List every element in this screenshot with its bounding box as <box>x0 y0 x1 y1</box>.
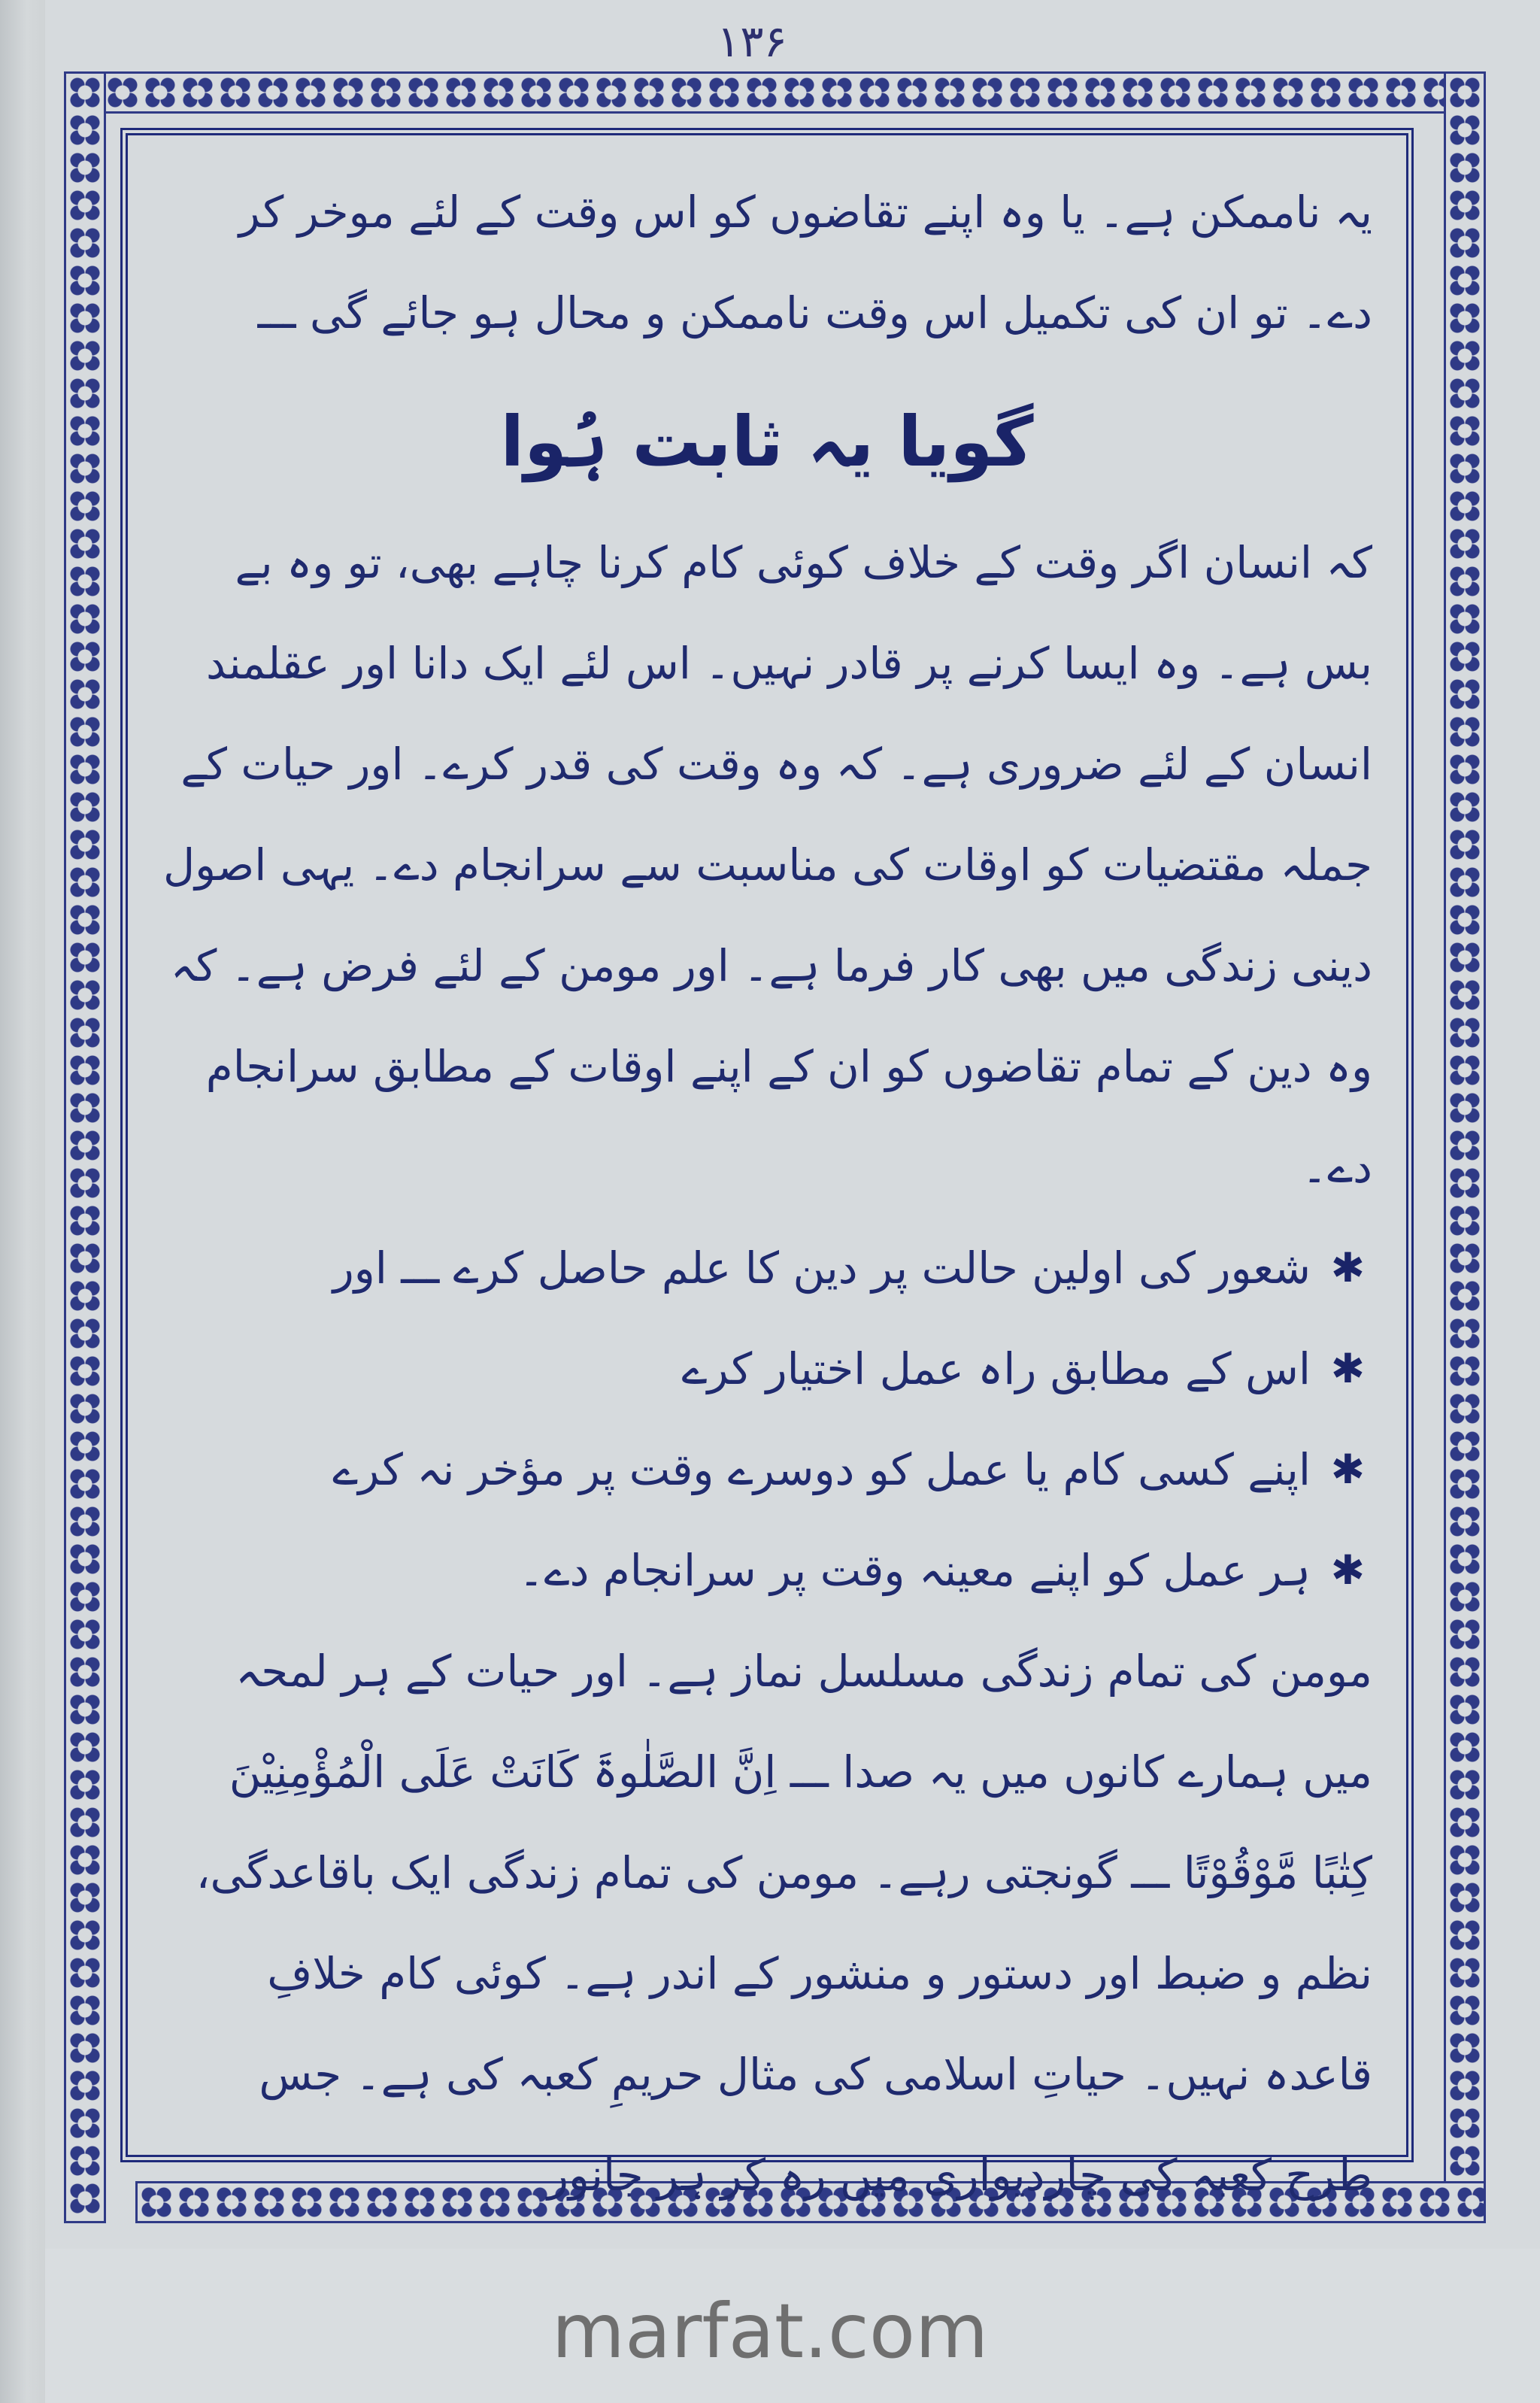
asterisk-icon: ✱ <box>1330 1345 1365 1392</box>
bullet-text: ہر عمل کو اپنے معینہ وقت پر سرانجام دے۔ <box>518 1545 1311 1596</box>
list-item <box>162 1419 1365 1520</box>
decorative-border-top <box>64 71 1475 114</box>
bullet-text: اس کے مطابق راہ عمل اختیار کرے <box>681 1343 1311 1394</box>
list-item <box>162 1218 1365 1318</box>
page-number: ۱۳۶ <box>717 16 787 67</box>
asterisk-icon: ✱ <box>1330 1546 1365 1594</box>
page-body <box>162 162 1372 2201</box>
book-spine-edge <box>0 0 45 2403</box>
watermark: marfat.com <box>551 2287 989 2375</box>
paragraph-closing: مومن کی تمام زندگی مسلسل نماز ہے۔ اور حیات کے ہر لمحہ میں ہمارے کانوں میں یہ صدا ـــ اِنَّ الصَّلٰوۃَ کَانَتْ عَلَی الْمُؤْمِنِیْنَ کِتٰبًا مَّوْقُوْتًا ـــ گونجتی رہے۔ مومن کی تمام زندگی ایک باقاعدگی، نظم و ضبط اور دستور و منشور کے اندر ہے۔ کوئی کام خلافِ قاعدہ نہیں۔ حیاتِ اسلامی کی مثال حریمِ کعبہ کی ہے۔ جس طرح کعبہ کی چاردیواری میں رہ کر ہر جانور <box>196 1646 1372 2201</box>
list-item <box>162 1318 1365 1419</box>
paragraph-intro: یہ ناممکن ہے۔ یا وہ اپنے تقاضوں کو اس وقت کے لئے موخر کر دے۔ تو ان کی تکمیل اس وقت ناممکن و محال ہو جائے گی ـــ <box>238 187 1372 338</box>
list-item <box>162 1520 1365 1621</box>
decorative-border-right <box>1444 71 1486 2223</box>
decorative-border-left <box>64 71 106 2223</box>
bullet-text: اپنے کسی کام یا عمل کو دوسرے وقت پر مؤخر نہ کرے <box>332 1444 1311 1495</box>
section-heading: گویا یہ ثابت ہُوا <box>500 402 1034 482</box>
bullet-list <box>162 1218 1372 1621</box>
asterisk-icon: ✱ <box>1330 1446 1365 1493</box>
paragraph-main: کہ انسان اگر وقت کے خلاف کوئی کام کرنا چاہے بھی، تو وہ بے بس ہے۔ وہ ایسا کرنے پر قادر نہیں۔ اس لئے ایک دانا اور عقلمند انسان کے لئے ضروری ہے۔ کہ وہ وقت کی قدر کرے۔ اور حیات کے جملہ مقتضیات کو اوقات کی مناسبت سے سرانجام دے۔ یہی اصول دینی زندگی میں بھی کار فرما ہے۔ اور مومن کے لئے فرض ہے۔ کہ وہ دین کے تمام تقاضوں کو ان کے اپنے اوقات کے مطابق سرانجام دے۔ <box>162 537 1372 1193</box>
bullet-text: شعور کی اولین حالت پر دین کا علم حاصل کرے ـــ اور <box>332 1242 1311 1294</box>
asterisk-icon: ✱ <box>1330 1244 1365 1291</box>
